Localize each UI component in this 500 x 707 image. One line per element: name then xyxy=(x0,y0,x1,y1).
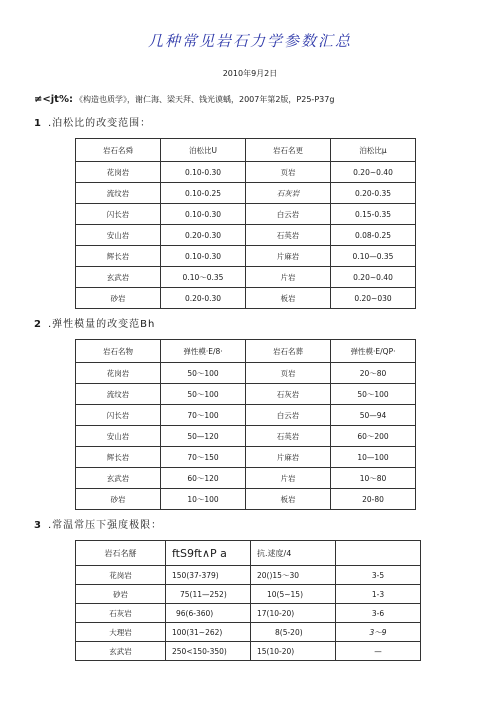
header-cell: 岩石名葬 xyxy=(246,340,331,363)
table-row xyxy=(76,642,421,661)
table-row xyxy=(76,623,421,642)
section-heading-text: .常温常压下强度极限： xyxy=(47,520,163,531)
table-row xyxy=(76,585,421,604)
table-cell: 流纹岩 xyxy=(76,183,161,204)
table-row xyxy=(76,267,416,288)
section-number: 2 xyxy=(34,319,42,330)
table-cell: 0.10-0.30 xyxy=(161,246,246,267)
table-row xyxy=(76,405,416,426)
table-cell: 0.20~0.40 xyxy=(331,267,416,288)
header-cell: 泊松比μ xyxy=(331,139,416,162)
table-cell: 0.10-0.30 xyxy=(161,162,246,183)
table-cell: 0.20-0.35 xyxy=(331,183,416,204)
table-cell: 辉长岩 xyxy=(76,246,161,267)
table-header-row xyxy=(76,139,416,162)
table-cell: 石灰岩 xyxy=(246,183,331,204)
table-cell: 闪长岩 xyxy=(76,405,161,426)
table-cell: 0.10-0.30 xyxy=(161,204,246,225)
header-cell: 泊松比U xyxy=(161,139,246,162)
table-row xyxy=(76,183,416,204)
table-cell: 75(11—252) xyxy=(166,585,251,604)
table-row xyxy=(76,604,421,623)
table-cell: 0.10—0.35 xyxy=(331,246,416,267)
section-number: 3 xyxy=(34,520,42,531)
source-mark: ≠<jt%: xyxy=(34,94,73,105)
page-title: 几种常见岩石力学参数汇总 xyxy=(147,32,352,50)
table-cell: 0.20~0.40 xyxy=(331,162,416,183)
source-citation xyxy=(34,94,334,105)
table-cell: 96(6-360) xyxy=(166,604,251,623)
table-cell: 砂岩 xyxy=(76,489,161,510)
strength-limit-table xyxy=(75,540,421,661)
table-cell: 0.10～0.35 xyxy=(161,267,246,288)
header-cell: 岩石名掰 xyxy=(76,541,166,566)
section-1-heading xyxy=(34,114,151,129)
table-cell: 石灰岩 xyxy=(246,384,331,405)
table-row xyxy=(76,426,416,447)
table-cell: 8(5-20) xyxy=(251,623,336,642)
table-cell: 70～100 xyxy=(161,405,246,426)
table-cell: 50～100 xyxy=(331,384,416,405)
table-row xyxy=(76,468,416,489)
table-cell: 17(10-20) xyxy=(251,604,336,623)
table-cell: 玄武岩 xyxy=(76,267,161,288)
table-cell: 花岗岩 xyxy=(76,363,161,384)
table-cell: 50—94 xyxy=(331,405,416,426)
table-cell: 砂岩 xyxy=(76,288,161,309)
source-text: 《构造也质学》，谢仁海、梁天拜、钱光谟蝺，2007年第2版，P25-P37g xyxy=(74,95,335,104)
header-cell: 岩石名舜 xyxy=(76,139,161,162)
table-cell: 100(31~262) xyxy=(166,623,251,642)
table-cell: 片岩 xyxy=(246,267,331,288)
table-cell: 60～120 xyxy=(161,468,246,489)
table-cell: 页岩 xyxy=(246,363,331,384)
table-cell: 白云岩 xyxy=(246,405,331,426)
table-header-row xyxy=(76,340,416,363)
table-row xyxy=(76,225,416,246)
table-row xyxy=(76,447,416,468)
table-cell: 60～200 xyxy=(331,426,416,447)
table-cell: 板岩 xyxy=(246,489,331,510)
table-cell: 安山岩 xyxy=(76,426,161,447)
document-date: 2010年9月2日 xyxy=(222,69,278,78)
table-row xyxy=(76,288,416,309)
table-cell: 辉长岩 xyxy=(76,447,161,468)
table-cell: 10(5~15) xyxy=(251,585,336,604)
table-cell: 石英岩 xyxy=(246,225,331,246)
table-header-row xyxy=(76,541,421,566)
table-cell: 10～100 xyxy=(161,489,246,510)
table-row xyxy=(76,162,416,183)
header-cell xyxy=(336,541,421,566)
table-cell: 0.20-0.30 xyxy=(161,225,246,246)
table-cell: — xyxy=(336,642,421,661)
table-cell: 片麻岩 xyxy=(246,447,331,468)
header-cell: ftS9ft∧P a xyxy=(166,541,251,566)
table-cell: 砂岩 xyxy=(76,585,166,604)
table-cell: 花岗岩 xyxy=(76,162,161,183)
table-cell: 70～150 xyxy=(161,447,246,468)
table-cell: 流纹岩 xyxy=(76,384,161,405)
table-cell: 10—100 xyxy=(331,447,416,468)
table-cell: 10～80 xyxy=(331,468,416,489)
table-cell: 1-3 xyxy=(336,585,421,604)
table-cell: 50～100 xyxy=(161,363,246,384)
table-cell: 3-6 xyxy=(336,604,421,623)
header-cell: 岩石名更 xyxy=(246,139,331,162)
table-cell: 片岩 xyxy=(246,468,331,489)
table-row xyxy=(76,384,416,405)
section-2-heading xyxy=(34,315,155,330)
table-cell: 玄武岩 xyxy=(76,642,166,661)
header-cell: 弹性模·E/8· xyxy=(161,340,246,363)
section-3-heading xyxy=(34,516,162,531)
table-cell: 20～80 xyxy=(331,363,416,384)
table-cell: 50～100 xyxy=(161,384,246,405)
table-cell: 安山岩 xyxy=(76,225,161,246)
table-cell: 花岗岩 xyxy=(76,566,166,585)
table-cell: 150(37-379) xyxy=(166,566,251,585)
table-cell: 片麻岩 xyxy=(246,246,331,267)
poisson-ratio-table xyxy=(75,138,416,309)
table-cell: 3～9 xyxy=(336,623,421,642)
elastic-modulus-table xyxy=(75,339,416,510)
table-cell: 0.08-0.25 xyxy=(331,225,416,246)
table-cell: 页岩 xyxy=(246,162,331,183)
table-cell: 15(10-20) xyxy=(251,642,336,661)
table-cell: 20-80 xyxy=(331,489,416,510)
table-cell: 0.20-0.30 xyxy=(161,288,246,309)
table-cell: 白云岩 xyxy=(246,204,331,225)
table-cell: 大理岩 xyxy=(76,623,166,642)
table-cell: 0.20~030 xyxy=(331,288,416,309)
table-cell: 石英岩 xyxy=(246,426,331,447)
header-cell: 抗.逑度/4 xyxy=(251,541,336,566)
table-cell: 0.10-0.25 xyxy=(161,183,246,204)
table-cell: 玄武岩 xyxy=(76,468,161,489)
section-number: 1 xyxy=(34,118,42,129)
table-cell: 50—120 xyxy=(161,426,246,447)
header-cell: 岩石名物 xyxy=(76,340,161,363)
table-cell: 闪长岩 xyxy=(76,204,161,225)
section-heading-text: .弹性模量的改变范Bh xyxy=(47,319,156,330)
table-cell: 3-5 xyxy=(336,566,421,585)
section-heading-text: .泊松比的改变范围： xyxy=(47,118,152,129)
table-row xyxy=(76,246,416,267)
table-cell: 20()15～30 xyxy=(251,566,336,585)
table-row xyxy=(76,204,416,225)
table-cell: 250<150-350) xyxy=(166,642,251,661)
table-cell: 板岩 xyxy=(246,288,331,309)
table-row xyxy=(76,363,416,384)
header-cell: 弹性模·E/QP· xyxy=(331,340,416,363)
table-row xyxy=(76,489,416,510)
table-cell: 0.15-0.35 xyxy=(331,204,416,225)
table-cell: 石灰岩 xyxy=(76,604,166,623)
table-row xyxy=(76,566,421,585)
